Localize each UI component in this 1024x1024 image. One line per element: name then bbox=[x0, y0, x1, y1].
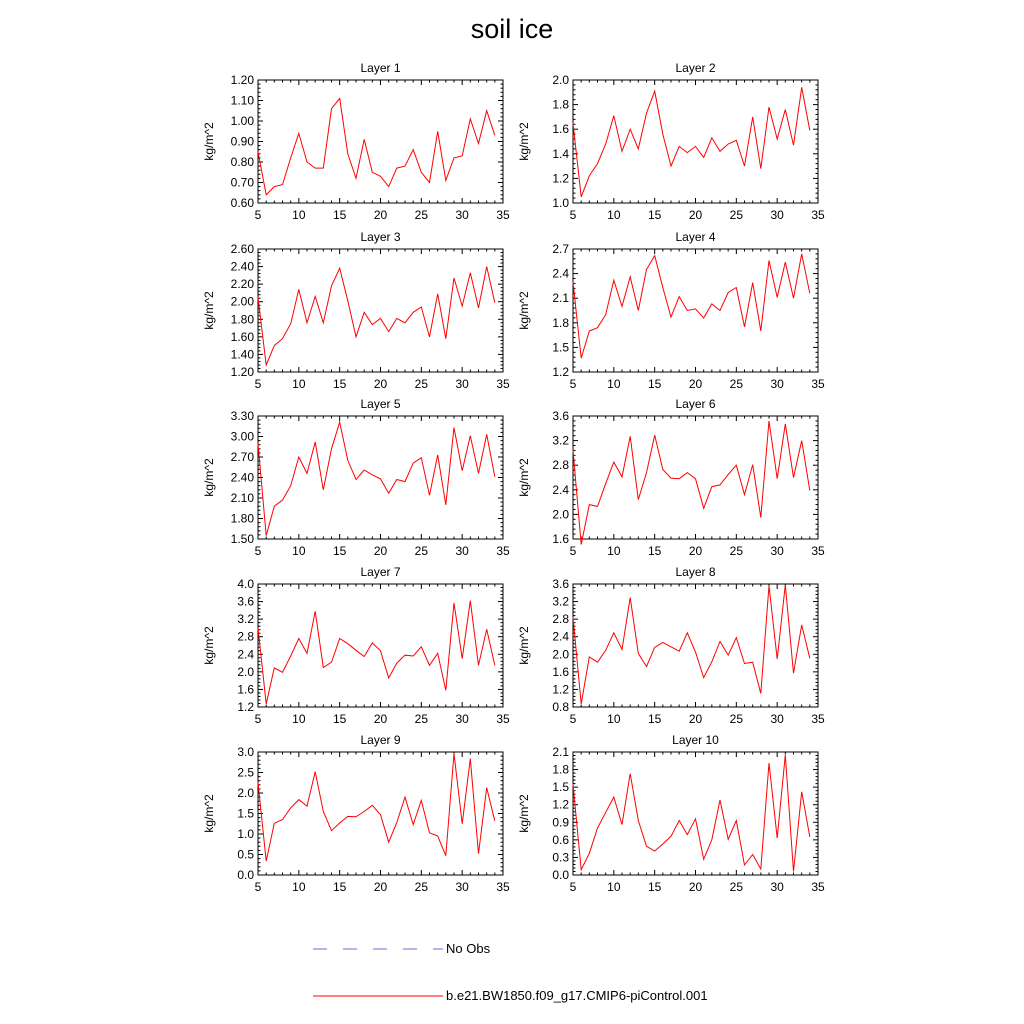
legend-label-run: b.e21.BW1850.f09_g17.CMIP6-piControl.001 bbox=[446, 988, 708, 1003]
y-tick-label: 2.8 bbox=[237, 629, 254, 644]
y-tick-label: 0.0 bbox=[552, 868, 569, 882]
y-axis-label: kg/m^2 bbox=[202, 794, 216, 833]
x-tick-label: 5 bbox=[254, 544, 262, 558]
x-tick-label: 30 bbox=[770, 377, 784, 391]
figure-title: soil ice bbox=[470, 14, 554, 44]
y-axis-label: kg/m^2 bbox=[517, 794, 531, 833]
x-tick-label: 15 bbox=[647, 880, 662, 894]
x-tick-label: 20 bbox=[373, 880, 388, 894]
x-tick-label: 5 bbox=[569, 208, 577, 222]
x-tick-label: 20 bbox=[688, 377, 703, 391]
x-tick-label: 5 bbox=[569, 544, 577, 558]
y-tick-label: 2.00 bbox=[230, 294, 254, 309]
y-tick-label: 2.5 bbox=[237, 765, 254, 780]
x-tick-label: 10 bbox=[292, 377, 306, 391]
y-tick-label: 1.80 bbox=[230, 511, 254, 526]
x-tick-label: 20 bbox=[688, 208, 703, 222]
x-tick-label: 10 bbox=[607, 544, 621, 558]
y-tick-label: 2.1 bbox=[552, 291, 569, 306]
x-tick-label: 5 bbox=[254, 880, 262, 894]
legend-label-no-obs: No Obs bbox=[446, 941, 491, 956]
y-axis-label: kg/m^2 bbox=[517, 458, 531, 497]
y-tick-label: 1.20 bbox=[230, 73, 254, 87]
y-tick-label: 2.8 bbox=[552, 458, 569, 473]
y-tick-label: 0.9 bbox=[552, 815, 569, 830]
panel-title: Layer 5 bbox=[360, 397, 401, 411]
y-tick-label: 1.40 bbox=[230, 347, 254, 362]
y-tick-label: 2.70 bbox=[230, 450, 254, 464]
y-tick-label: 3.6 bbox=[237, 594, 254, 609]
x-tick-label: 25 bbox=[414, 377, 429, 391]
x-tick-label: 5 bbox=[254, 712, 262, 726]
x-tick-label: 20 bbox=[688, 544, 703, 558]
x-tick-label: 25 bbox=[729, 208, 744, 222]
x-tick-label: 35 bbox=[496, 377, 510, 391]
x-tick-label: 10 bbox=[607, 880, 621, 894]
x-tick-label: 20 bbox=[688, 880, 703, 894]
x-tick-label: 15 bbox=[332, 880, 347, 894]
x-tick-label: 20 bbox=[373, 544, 388, 558]
x-tick-label: 20 bbox=[373, 712, 388, 726]
y-tick-label: 1.20 bbox=[230, 365, 254, 379]
x-tick-label: 30 bbox=[770, 880, 784, 894]
y-tick-label: 1.6 bbox=[237, 682, 254, 697]
y-tick-label: 2.1 bbox=[552, 745, 569, 759]
x-tick-label: 25 bbox=[414, 712, 429, 726]
y-tick-label: 1.8 bbox=[552, 97, 569, 112]
x-tick-label: 25 bbox=[414, 544, 429, 558]
y-tick-label: 3.2 bbox=[552, 594, 569, 609]
y-tick-label: 3.2 bbox=[237, 612, 254, 627]
y-tick-label: 1.2 bbox=[552, 171, 569, 186]
y-tick-label: 2.4 bbox=[552, 266, 569, 281]
x-tick-label: 20 bbox=[373, 377, 388, 391]
panel-title: Layer 3 bbox=[360, 230, 401, 244]
y-tick-label: 1.80 bbox=[230, 312, 254, 327]
x-tick-label: 30 bbox=[455, 208, 469, 222]
y-tick-label: 3.2 bbox=[552, 433, 569, 448]
y-tick-label: 4.0 bbox=[237, 577, 254, 591]
x-tick-label: 15 bbox=[647, 377, 662, 391]
x-tick-label: 20 bbox=[373, 208, 388, 222]
y-tick-label: 2.10 bbox=[230, 491, 254, 505]
x-tick-label: 30 bbox=[455, 712, 469, 726]
x-tick-label: 10 bbox=[607, 712, 621, 726]
panel-title: Layer 6 bbox=[675, 397, 716, 411]
y-tick-label: 2.20 bbox=[230, 277, 254, 292]
y-tick-label: 1.00 bbox=[230, 114, 254, 128]
panel-title: Layer 8 bbox=[675, 565, 716, 579]
y-tick-label: 1.5 bbox=[552, 340, 569, 355]
y-tick-label: 2.0 bbox=[552, 73, 569, 87]
y-tick-label: 0.90 bbox=[230, 134, 254, 149]
x-tick-label: 35 bbox=[496, 712, 510, 726]
y-tick-label: 1.50 bbox=[230, 532, 254, 546]
x-tick-label: 25 bbox=[729, 712, 744, 726]
y-tick-label: 1.10 bbox=[230, 93, 254, 108]
y-tick-label: 0.80 bbox=[230, 155, 254, 169]
y-tick-label: 0.5 bbox=[237, 847, 254, 862]
x-tick-label: 15 bbox=[647, 712, 662, 726]
panel-title: Layer 9 bbox=[360, 733, 401, 747]
x-tick-label: 5 bbox=[254, 377, 262, 391]
x-tick-label: 15 bbox=[332, 712, 347, 726]
x-tick-label: 25 bbox=[414, 208, 429, 222]
y-tick-label: 2.4 bbox=[552, 629, 569, 644]
y-tick-label: 1.8 bbox=[552, 762, 569, 777]
x-tick-label: 25 bbox=[729, 880, 744, 894]
panel-title: Layer 7 bbox=[360, 565, 401, 579]
x-tick-label: 35 bbox=[811, 544, 825, 558]
y-tick-label: 0.3 bbox=[552, 850, 569, 865]
x-tick-label: 30 bbox=[770, 544, 784, 558]
x-tick-label: 25 bbox=[729, 544, 744, 558]
x-tick-label: 10 bbox=[292, 544, 306, 558]
y-tick-label: 1.6 bbox=[552, 532, 569, 546]
x-tick-label: 20 bbox=[688, 712, 703, 726]
x-tick-label: 30 bbox=[455, 544, 469, 558]
x-tick-label: 15 bbox=[647, 544, 662, 558]
x-tick-label: 10 bbox=[292, 712, 306, 726]
y-tick-label: 1.2 bbox=[552, 365, 569, 379]
y-tick-label: 1.6 bbox=[552, 664, 569, 679]
y-tick-label: 1.5 bbox=[237, 806, 254, 821]
y-tick-label: 1.6 bbox=[552, 122, 569, 137]
y-axis-label: kg/m^2 bbox=[517, 291, 531, 330]
x-tick-label: 30 bbox=[770, 208, 784, 222]
y-tick-label: 3.0 bbox=[237, 745, 254, 759]
x-tick-label: 10 bbox=[292, 880, 306, 894]
x-tick-label: 30 bbox=[455, 880, 469, 894]
y-tick-label: 2.4 bbox=[237, 647, 254, 662]
y-tick-label: 2.0 bbox=[237, 664, 254, 679]
y-tick-label: 1.60 bbox=[230, 329, 254, 344]
panel-title: Layer 4 bbox=[675, 230, 716, 244]
panel-title: Layer 10 bbox=[672, 733, 719, 747]
y-tick-label: 2.7 bbox=[552, 242, 569, 256]
y-axis-label: kg/m^2 bbox=[202, 122, 216, 161]
x-tick-label: 35 bbox=[496, 880, 510, 894]
y-tick-label: 1.2 bbox=[552, 797, 569, 812]
x-tick-label: 35 bbox=[496, 544, 510, 558]
y-tick-label: 1.2 bbox=[552, 682, 569, 697]
x-tick-label: 35 bbox=[496, 208, 510, 222]
y-tick-label: 2.60 bbox=[230, 242, 254, 256]
y-tick-label: 2.0 bbox=[552, 647, 569, 662]
x-tick-label: 35 bbox=[811, 208, 825, 222]
y-axis-label: kg/m^2 bbox=[202, 291, 216, 330]
y-tick-label: 2.0 bbox=[237, 786, 254, 800]
x-tick-label: 15 bbox=[332, 377, 347, 391]
y-tick-label: 2.8 bbox=[552, 612, 569, 627]
y-tick-label: 3.6 bbox=[552, 577, 569, 591]
x-tick-label: 10 bbox=[607, 377, 621, 391]
x-tick-label: 15 bbox=[647, 208, 662, 222]
y-axis-label: kg/m^2 bbox=[517, 122, 531, 161]
y-tick-label: 0.70 bbox=[230, 175, 254, 190]
panel-title: Layer 2 bbox=[675, 61, 716, 75]
x-tick-label: 30 bbox=[770, 712, 784, 726]
y-tick-label: 0.6 bbox=[552, 832, 569, 847]
x-tick-label: 35 bbox=[811, 377, 825, 391]
y-axis-label: kg/m^2 bbox=[517, 626, 531, 665]
y-tick-label: 1.0 bbox=[237, 827, 254, 841]
x-tick-label: 5 bbox=[569, 880, 577, 894]
x-tick-label: 35 bbox=[811, 712, 825, 726]
x-tick-label: 10 bbox=[292, 208, 306, 222]
y-tick-label: 2.0 bbox=[552, 507, 569, 522]
y-tick-label: 3.00 bbox=[230, 429, 254, 444]
y-axis-label: kg/m^2 bbox=[202, 458, 216, 497]
y-tick-label: 2.40 bbox=[230, 470, 254, 485]
y-tick-label: 0.8 bbox=[552, 700, 569, 714]
y-tick-label: 0.0 bbox=[237, 868, 254, 882]
x-tick-label: 5 bbox=[569, 712, 577, 726]
y-tick-label: 1.2 bbox=[237, 700, 254, 714]
y-tick-label: 1.5 bbox=[552, 780, 569, 795]
panel-title: Layer 1 bbox=[360, 61, 401, 75]
x-tick-label: 5 bbox=[254, 208, 262, 222]
y-tick-label: 3.6 bbox=[552, 409, 569, 423]
y-tick-label: 3.30 bbox=[230, 409, 254, 423]
y-tick-label: 1.8 bbox=[552, 315, 569, 330]
y-tick-label: 2.40 bbox=[230, 259, 254, 274]
y-axis-label: kg/m^2 bbox=[202, 626, 216, 665]
x-tick-label: 15 bbox=[332, 208, 347, 222]
y-tick-label: 2.4 bbox=[552, 482, 569, 497]
x-tick-label: 15 bbox=[332, 544, 347, 558]
x-tick-label: 25 bbox=[414, 880, 429, 894]
y-tick-label: 1.0 bbox=[552, 196, 569, 210]
y-tick-label: 1.4 bbox=[552, 146, 569, 161]
x-tick-label: 10 bbox=[607, 208, 621, 222]
x-tick-label: 30 bbox=[455, 377, 469, 391]
x-tick-label: 5 bbox=[569, 377, 577, 391]
x-tick-label: 25 bbox=[729, 377, 744, 391]
x-tick-label: 35 bbox=[811, 880, 825, 894]
y-tick-label: 0.60 bbox=[230, 196, 254, 210]
